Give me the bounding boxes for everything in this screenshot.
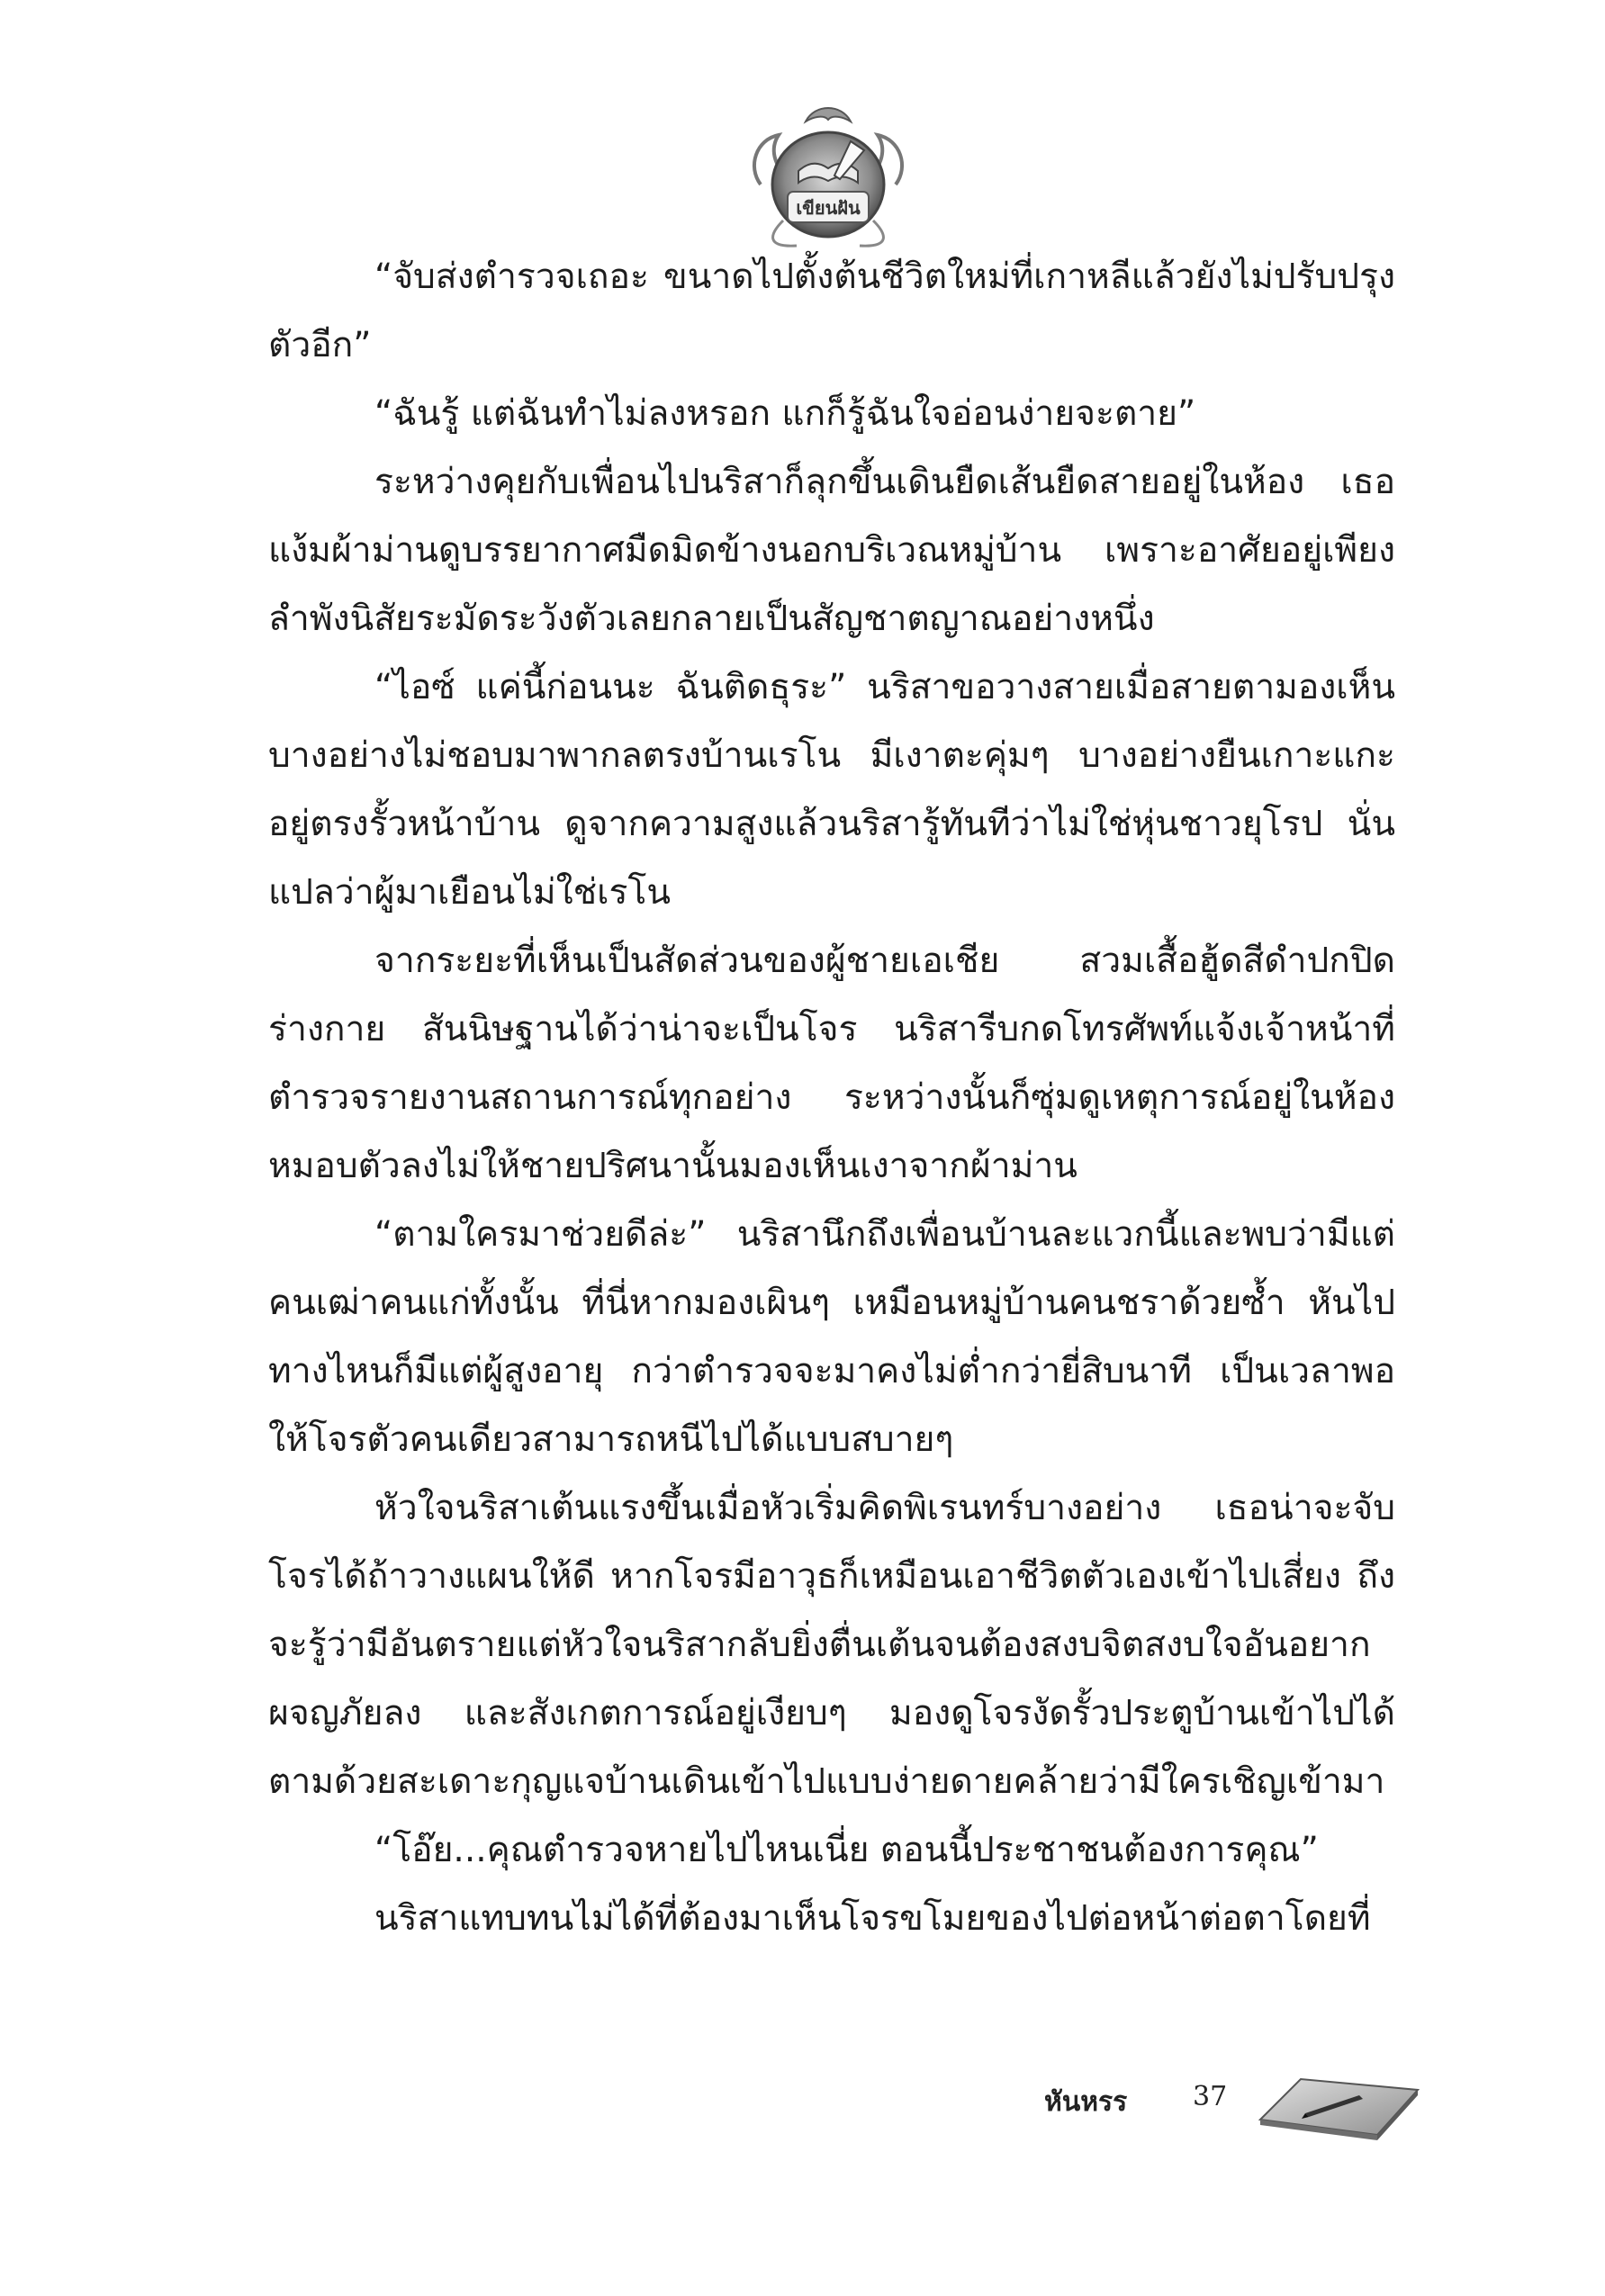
paragraph: จากระยะที่เห็นเป็นสัดส่วนของผู้ชายเอเชีย สวมเสื้อฮู้ดสีดำปกปิดร่างกาย สันนิษฐานได้ว่าน่าจะเป็นโจร นริสารีบกดโทรศัพท์แจ้งเจ้าหน้าที่ตำรวจรายงานสถานการณ์ทุกอย่าง ระหว่างนั้นก็ซุ่มดูเหตุการณ์อยู่ในห้องหมอบตัวลงไม่ให้ชายปริศนานั้นมองเห็นเงาจากผ้าม่าน	[268, 941, 1395, 1186]
paragraph: หัวใจนริสาเต้นแรงขึ้นเมื่อหัวเริ่มคิดพิเรนทร์บางอย่าง เธอน่าจะจับโจรได้ถ้าวางแผนให้ดี หากโจรมีอาวุธก็เหมือนเอาชีวิตตัวเองเข้าไปเสี่ยง ถึงจะรู้ว่ามีอันตรายแต่หัวใจนริสากลับยิ่งตื่นเต้นจนต้องสงบจิตสงบใจอันอยากผจญภัยลง และสังเกตการณ์อยู่เงียบๆ มองดูโจรงัดรั้วประตูบ้านเข้าไปได้ ตามด้วยสะเดาะกุญแจบ้านเดินเข้าไปแบบง่ายดายคล้ายว่ามีใครเชิญเข้ามา	[268, 1488, 1395, 1802]
book-title: หันหรร	[1044, 2086, 1128, 2118]
paragraph: “ฉันรู้ แต่ฉันทำไม่ลงหรอก แกก็รู้ฉันใจอ่อนง่ายจะตาย”	[374, 393, 1196, 434]
paragraph: “ไอซ์ แค่นี้ก่อนนะ ฉันติดธุระ” นริสาขอวางสายเมื่อสายตามองเห็นบางอย่างไม่ชอบมาพากลตรงบ้านเรโน มีเงาตะคุ่มๆ บางอย่างยืนเกาะแกะอยู่ตรงรั้วหน้าบ้าน ดูจากความสูงแล้วนริสารู้ทันทีว่าไม่ใช่หุ่นชาวยุโรป นั่นแปลว่าผู้มาเยือนไม่ใช่เรโน	[268, 667, 1395, 913]
body-text	[268, 243, 1395, 1953]
emblem-text: เขียนฝัน	[796, 197, 861, 219]
paragraph: “จับส่งตำรวจเถอะ ขนาดไปตั้งต้นชีวิตใหม่ที่เกาหลีแล้วยังไม่ปรับปรุงตัวอีก”	[268, 257, 1395, 365]
page-footer	[1044, 2070, 1422, 2142]
paragraph: นริสาแทบทนไม่ได้ที่ต้องมาเห็นโจรขโมยของไปต่อหน้าต่อตาโดยที่	[374, 1898, 1371, 1939]
paragraph: ระหว่างคุยกับเพื่อนไปนริสาก็ลุกขึ้นเดินยืดเส้นยืดสายอยู่ในห้อง เธอแง้มผ้าม่านดูบรรยากาศมืดมิดข้างนอกบริเวณหมู่บ้าน เพราะอาศัยอยู่เพียงลำพังนิสัยระมัดระวังตัวเลยกลายเป็นสัญชาตญาณอย่างหนึ่ง	[268, 462, 1395, 639]
paragraph: “ตามใครมาช่วยดีล่ะ” นริสานึกถึงเพื่อนบ้านละแวกนี้และพบว่ามีแต่คนเฒ่าคนแก่ทั้งนั้น ที่นี่หากมองเผินๆ เหมือนหมู่บ้านคนชราด้วยซ้ำ หันไปทางไหนก็มีแต่ผู้สูงอายุ กว่าตำรวจจะมาคงไม่ต่ำกว่ายี่สิบนาที เป็นเวลาพอให้โจรตัวคนเดียวสามารถหนีไปได้แบบสบายๆ	[268, 1214, 1395, 1460]
paragraph: “โอ๊ย...คุณตำรวจหายไปไหนเนี่ย ตอนนี้ประชาชนต้องการคุณ”	[374, 1830, 1319, 1870]
notepad-pen-icon	[1251, 2070, 1422, 2142]
ornamental-emblem-icon	[743, 86, 914, 257]
page-number: 37	[1193, 2081, 1228, 2112]
